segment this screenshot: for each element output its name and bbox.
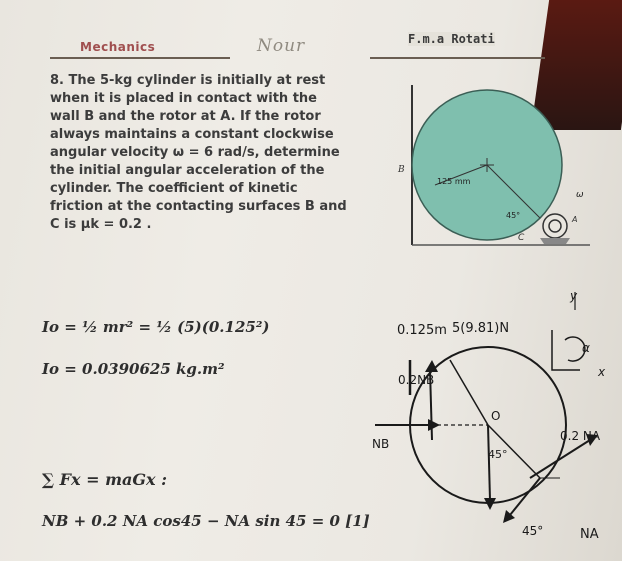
problem-line: cylinder. The coefficient of kinetic <box>50 181 298 196</box>
fbd-angle-bottom: 45° <box>522 524 544 538</box>
point-a-label: A <box>572 215 578 224</box>
fbd-normal-b: NB <box>372 437 390 451</box>
section-header: Mechanics <box>80 40 156 54</box>
problem-line: wall B and the rotor at A. If the rotor <box>50 109 321 124</box>
problem-line: friction at the contacting surfaces B and <box>50 199 347 214</box>
angle-label: 45° <box>506 211 521 220</box>
alpha-label: α <box>582 341 590 355</box>
omega-label: ω <box>576 190 584 200</box>
axis-y-label: y <box>570 289 578 303</box>
problem-line: the initial angular acceleration of the <box>50 163 325 178</box>
fbd-weight: 5(9.81)N <box>452 321 510 336</box>
problem-line: 8. The 5-kg cylinder is initially at rest <box>50 73 326 88</box>
fbd-radius: 0.125m <box>397 323 447 338</box>
problem-line: angular velocity ω = 6 rad/s, determine <box>50 145 340 160</box>
fbd-center: O <box>491 409 501 423</box>
axis-x-label: x <box>598 365 606 379</box>
inertia-equation: Io = ½ mr² = ½ (5)(0.125²) <box>42 318 270 336</box>
problem-line: C is μk = 0.2 . <box>50 217 152 232</box>
sum-forces-x: ∑ Fx = maGx : <box>42 470 168 489</box>
fbd-friction-b: 0.2NB <box>398 373 435 387</box>
radius-label: 125 mm <box>437 177 471 186</box>
inertia-value: Io = 0.0390625 kg.m² <box>42 360 225 378</box>
problem-line: always maintains a constant clockwise <box>50 127 334 142</box>
fbd-angle-top: 45° <box>488 448 508 461</box>
topic-header: F.m.a Rotati <box>408 32 495 46</box>
wall-label: B <box>398 165 405 175</box>
problem-line: when it is placed in contact with the <box>50 91 317 106</box>
watermark-logo: Nour <box>257 36 306 56</box>
fbd-normal-a: NA <box>580 527 599 542</box>
fbd-friction-a: 0.2 NA <box>560 429 601 443</box>
equation-1: NB + 0.2 NA cos45 − NA sin 45 = 0 [1] <box>42 512 370 530</box>
point-c-label: C <box>518 233 525 243</box>
